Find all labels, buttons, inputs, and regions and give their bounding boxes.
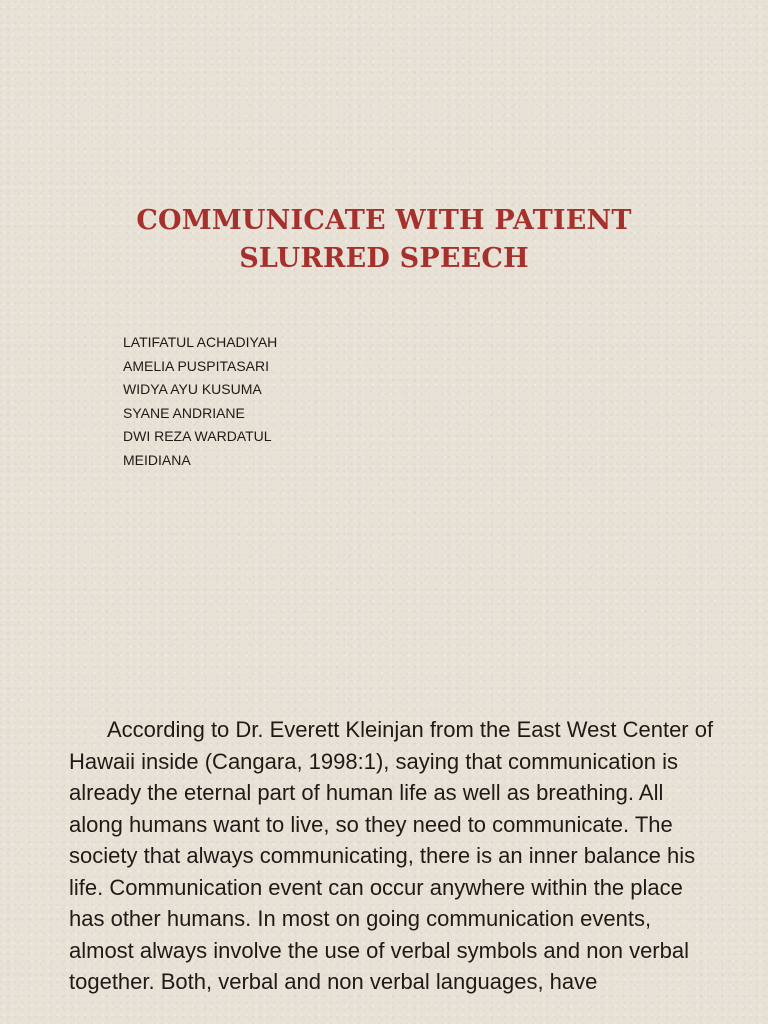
- author-name: LATIFATUL ACHADIYAH: [123, 334, 278, 350]
- author-name: AMELIA PUSPITASARI: [123, 357, 270, 374]
- body-paragraph: According to Dr. Everett Kleinjan from the East West Center of Hawaii inside (Cangara, 1998:1), saying that communication is already the eternal part of human life as well as breathing. All along humans want to live, so they need to communicate. The society that always communicating, there is an inner balance his life. Communication event can occur anywhere within the place has other humans. In most on going communication events, almost always involve the use of verbal symbols and non verbal together. Both, verbal and non verbal languages, have: [69, 717, 714, 994]
- author-name: MEIDIANA: [123, 451, 191, 468]
- slide-title-line-1: COMMUNICATE WITH PATIENT: [136, 205, 632, 237]
- slide-title: [0, 202, 768, 278]
- author-name: DWI REZA WARDATUL: [123, 428, 272, 445]
- content-slide: [0, 690, 768, 1024]
- author-name: SYANE ANDRIANE: [123, 404, 245, 421]
- slide-title-line-2: SLURRED SPEECH: [239, 243, 529, 275]
- author-name: WIDYA AYU KUSUMA: [123, 381, 262, 398]
- author-list: [123, 331, 277, 473]
